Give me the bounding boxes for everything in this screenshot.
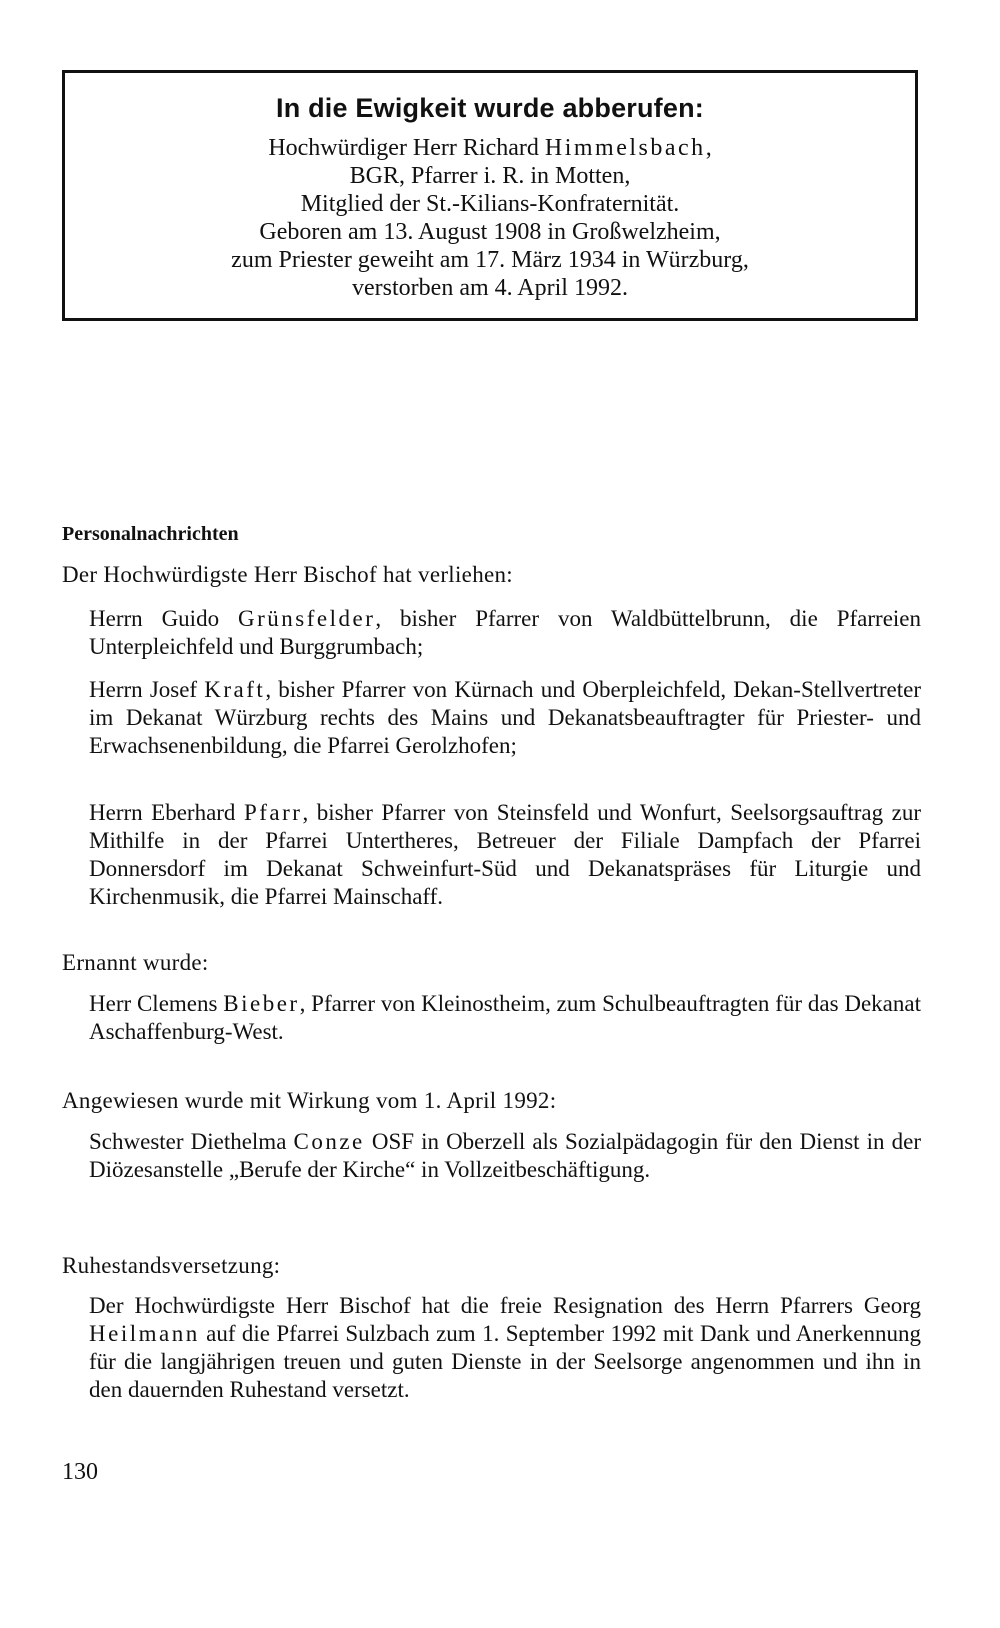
entry-name: Conze: [293, 1129, 365, 1154]
entry-name: Bieber: [223, 991, 300, 1016]
ruhestand-intro: Ruhestandsversetzung:: [62, 1253, 281, 1278]
obituary-line-membership: Mitglied der St.-Kilians-Konfraternität.: [300, 191, 680, 217]
appointment-entry: [89, 676, 921, 760]
obituary-box: [62, 70, 918, 321]
entry-text: OSF in Oberzell als Sozialpädagogin für den Dienst in der Diözesanstelle „Berufe der Kirche“ in Vollzeitbeschäftigung.: [89, 1129, 921, 1182]
obituary-line1-prefix: Hochwürdiger Herr Richard: [268, 135, 545, 161]
entry-text: auf die Pfarrei Sulzbach zum 1. September 1992 mit Dank und Anerkennung für die langjährigen treuen und guten Dienste in der Seelsorge angenommen und ihn in den dauernden Ruhestand versetzt.: [89, 1321, 921, 1402]
entry-prefix: Herrn Josef: [89, 677, 205, 702]
obituary-line-name: [65, 134, 915, 162]
entry-name: Grünsfelder: [238, 606, 376, 631]
entry-name: Heilmann: [89, 1321, 200, 1346]
obituary-title: In die Ewigkeit wurde abberufen:: [276, 93, 704, 123]
entry-text: , bisher Pfarrer von Kürnach und Oberpleichfeld, Dekan-Stellvertreter im Dekanat Würzburg rechts des Mains und Dekanatsbeauftragter für Priester- und Erwachsenenbildung, die Pfarrei Gerolzhofen;: [89, 677, 922, 758]
page-number: 130: [62, 1459, 98, 1485]
entry-prefix: Herr Clemens: [89, 991, 224, 1016]
entry-prefix: Herrn Guido: [89, 606, 239, 631]
obituary-line-died: verstorben am 4. April 1992.: [352, 275, 628, 301]
entry-name: Pfarr: [243, 800, 303, 825]
obituary-line-ordained: zum Priester geweiht am 17. März 1934 in Würzburg,: [231, 247, 749, 273]
appointment-entry: [89, 605, 921, 661]
obituary-line-title: BGR, Pfarrer i. R. in Motten,: [349, 163, 631, 189]
appointment-entry: [89, 799, 921, 911]
entry-text: , bisher Pfarrer von Waldbüttelbrunn, die Pfarreien Unterpleichfeld und Burggrumbach;: [89, 606, 922, 659]
entry-prefix: Schwester Diethelma: [89, 1129, 294, 1154]
angewiesen-intro: Angewiesen wurde mit Wirkung vom 1. April 1992:: [62, 1088, 557, 1113]
entry-prefix: Herrn Eberhard: [89, 800, 244, 825]
ernannt-entry: [89, 990, 921, 1046]
entry-text: , bisher Pfarrer von Steinsfeld und Wonfurt, Seelsorgsauftrag zur Mithilfe in der Pfarrei Untertheres, Betreuer der Filiale Dampfach der Pfarrei Donnersdorf im Dekanat Schweinfurt-Süd und Dekanatspräses für Liturgie und Kirchenmusik, die Pfarrei Mainschaff.: [89, 800, 921, 909]
section-heading: Personalnachrichten: [62, 523, 239, 545]
verliehen-intro: Der Hochwürdigste Herr Bischof hat verliehen:: [62, 562, 513, 587]
obituary-deceased-name: Himmelsbach: [544, 135, 706, 161]
entry-text: , Pfarrer von Kleinostheim, zum Schulbeauftragten für das Dekanat Aschaffenburg-West.: [89, 991, 921, 1044]
entry-prefix: Der Hochwürdigste Herr Bischof hat die freie Resignation des Herrn Pfarrers Georg: [89, 1293, 921, 1318]
angewiesen-entry: [89, 1128, 921, 1184]
obituary-line-born: Geboren am 13. August 1908 in Großwelzheim,: [259, 219, 721, 245]
entry-name: Kraft: [204, 677, 266, 702]
ruhestand-entry: [89, 1292, 921, 1404]
ernannt-intro: Ernannt wurde:: [62, 950, 209, 975]
obituary-line1-suffix: ,: [705, 135, 712, 161]
